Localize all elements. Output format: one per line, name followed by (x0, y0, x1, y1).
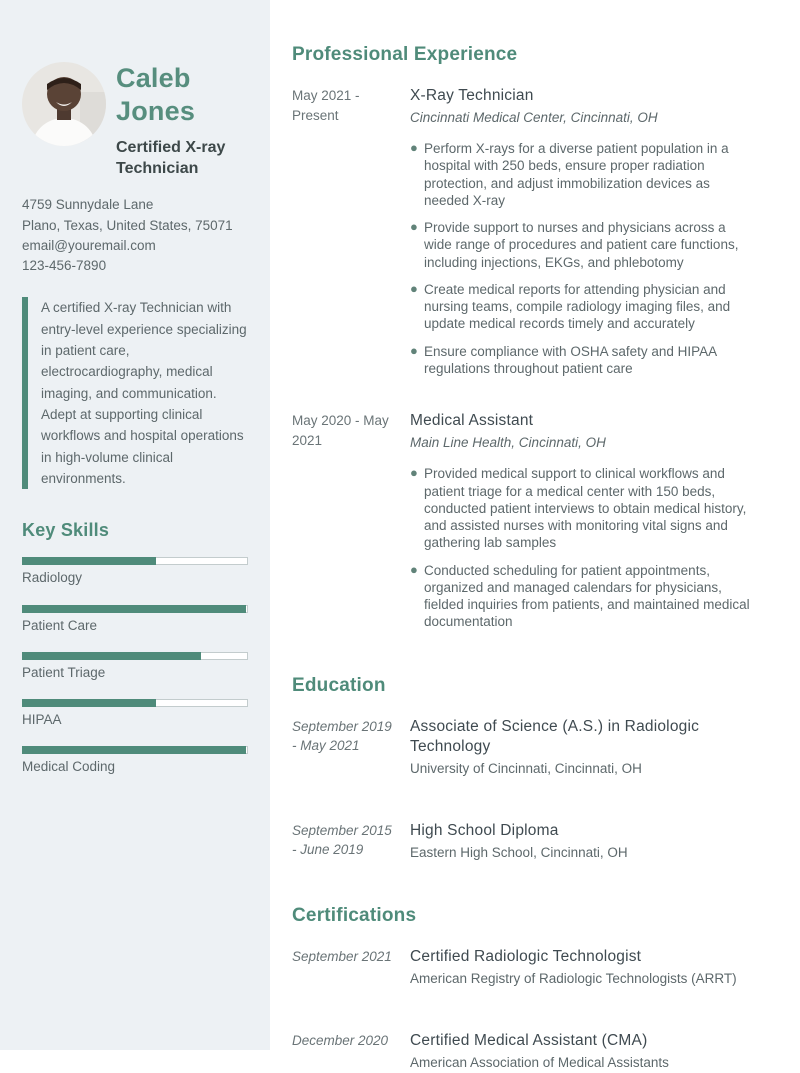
skill-item-radiology (22, 557, 248, 595)
bullet-item (410, 281, 755, 333)
skill-item-hipaa (22, 699, 248, 737)
summary-block (22, 297, 248, 489)
experience-heading: Professional Experience (292, 44, 518, 65)
candidate-name: Caleb Jones (116, 63, 196, 126)
bullet-dot-icon: ● (410, 465, 418, 481)
entry-dates: December 2020 (292, 1032, 389, 1048)
experience-entry-xray-technician (292, 86, 755, 387)
experience-entry-medical-assistant (292, 411, 755, 640)
certifications-heading: Certifications (292, 904, 417, 926)
bullet-text: Perform X-rays for a diverse patient population in a hospital with 250 beds, ensure proper radiation protection, and adjust immobilization devices as needed X-ray (424, 141, 729, 208)
avatar (22, 62, 106, 146)
profile-photo (22, 62, 106, 146)
skill-bar-fill (22, 652, 201, 660)
entry-organization: American Registry of Radiologic Technologists (ARRT) (410, 970, 737, 986)
entry-organization: Eastern High School, Cincinnati, OH (410, 844, 628, 860)
contact-address-line1: 4759 Sunnydale Lane (22, 197, 154, 213)
sidebar (0, 0, 270, 1050)
bullet-item (410, 140, 755, 209)
entry-title: Certified Radiologic Technologist (410, 947, 642, 965)
contact-phone: 123-456-7890 (22, 258, 107, 274)
skill-bar-track (22, 699, 248, 707)
certification-entry-cma (292, 1031, 755, 1073)
entry-title: Certified Medical Assistant (CMA) (410, 1031, 648, 1049)
bullet-dot-icon: ● (410, 561, 418, 577)
skill-item-patient-triage (22, 652, 248, 690)
identity-block (22, 62, 248, 179)
skill-label: HIPAA (22, 712, 62, 728)
education-entry-associate (292, 717, 755, 779)
skill-item-medical-coding (22, 746, 248, 784)
skill-bar-fill (22, 557, 156, 565)
entry-title: Medical Assistant (410, 412, 534, 430)
skill-label: Radiology (22, 570, 83, 586)
entry-title: X-Ray Technician (410, 87, 534, 104)
summary-text: A certified X-ray Technician with entry-level experience specializing in patient care, electrocardiography, medical imaging, and communication. Adept at supporting clinical workflows and hospital operations in high-volume clinical environments. (41, 300, 247, 487)
bullet-dot-icon: ● (410, 342, 418, 358)
skill-bar-track (22, 557, 248, 565)
entry-dates: September 2015 - June 2019 (292, 822, 392, 858)
identity-text (116, 62, 248, 179)
entry-dates: May 2020 - May 2021 (292, 413, 389, 448)
skill-bar-track (22, 746, 248, 754)
bullet-text: Conducted scheduling for patient appointments, organized and managed calendars for physicians, fielded inquiries from patients, and maintained medical documentation (424, 562, 750, 630)
bullet-list (410, 465, 755, 630)
bullet-dot-icon: ● (410, 219, 418, 235)
bullet-list (410, 140, 755, 377)
skill-bar-fill (22, 699, 156, 707)
section-experience (292, 44, 755, 641)
entry-dates: September 2019 - May 2021 (292, 718, 392, 754)
contact-email: email@youremail.com (22, 237, 156, 253)
bullet-item (410, 465, 755, 551)
section-education (292, 675, 755, 863)
entry-organization: Main Line Health, Cincinnati, OH (410, 435, 606, 451)
education-heading: Education (292, 674, 386, 696)
entry-organization: Cincinnati Medical Center, Cincinnati, OH (410, 110, 658, 126)
entry-organization: American Association of Medical Assistants (410, 1055, 669, 1071)
entry-title: Associate of Science (A.S.) in Radiologic Technology (410, 717, 700, 755)
candidate-job-title: Certified X-ray Technician (116, 138, 226, 177)
bullet-text: Ensure compliance with OSHA safety and HIPAA regulations throughout patient care (424, 343, 717, 376)
contact-block (22, 195, 248, 276)
bullet-text: Create medical reports for attending physician and nursing teams, compile radiology imaging files, and update medical records timely and accurately (424, 281, 731, 332)
entry-dates: September 2021 (292, 948, 392, 964)
skill-bar-track (22, 652, 248, 660)
bullet-item (410, 219, 755, 271)
certification-entry-radiologic-technologist (292, 947, 755, 989)
section-certifications (292, 905, 755, 1073)
bullet-dot-icon: ● (410, 280, 418, 296)
skills-heading: Key Skills (22, 520, 110, 541)
bullet-text: Provided medical support to clinical workflows and patient triage for a medical center with 150 beds, conducted patient interviews to obtain medical history, and assisted nurses with monitoring vital signs and gathering lab samples (424, 466, 747, 551)
entry-dates: May 2021 - Present (292, 88, 360, 123)
skills-list (22, 557, 248, 784)
bullet-text: Provide support to nurses and physicians across a wide range of procedures and patient care functions, including injections, EKGs, and phlebotomy (424, 220, 739, 270)
skill-label: Medical Coding (22, 759, 116, 775)
main-content (270, 0, 800, 1071)
summary-accent-bar (22, 297, 28, 489)
skill-bar-fill (22, 605, 246, 613)
skill-label: Patient Care (22, 617, 98, 633)
skill-bar-track (22, 605, 248, 613)
entry-organization: University of Cincinnati, Cincinnati, OH (410, 760, 642, 776)
skill-bar-fill (22, 746, 246, 754)
contact-address-line2: Plano, Texas, United States, 75071 (22, 217, 233, 233)
bullet-item (410, 343, 755, 378)
entry-title: High School Diploma (410, 821, 559, 839)
bullet-item (410, 562, 755, 631)
education-entry-high-school (292, 821, 755, 863)
bullet-dot-icon: ● (410, 140, 418, 156)
skill-label: Patient Triage (22, 664, 106, 680)
skill-item-patient-care (22, 605, 248, 643)
